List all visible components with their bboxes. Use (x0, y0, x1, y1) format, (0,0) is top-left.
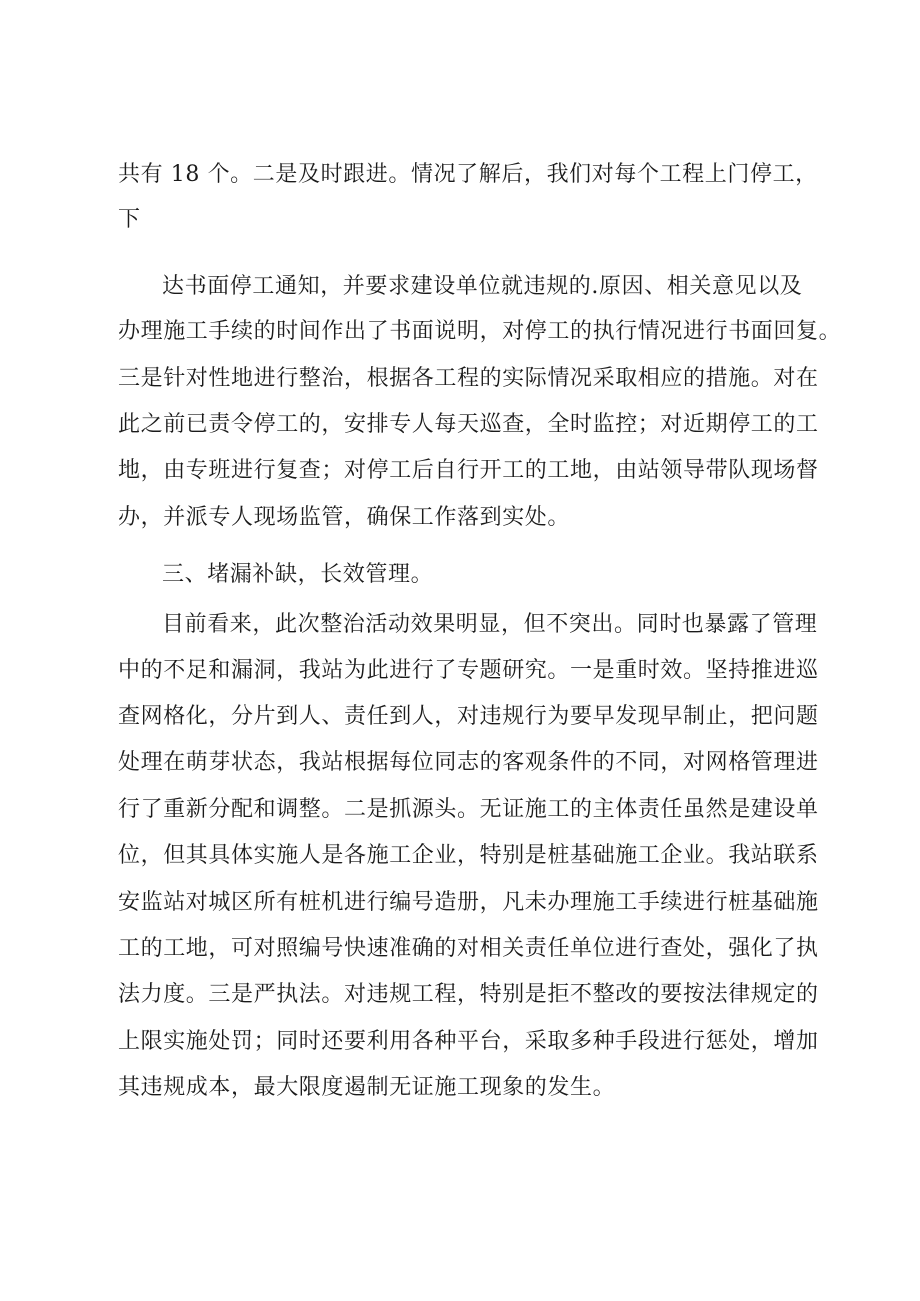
text-line: 此之前已责令停工的，安排专人每天巡查，全时监控；对近期停工的工 (118, 412, 819, 437)
text-line: 共有 18 个。二是及时跟进。情况了解后，我们对每个工程上门停工， (118, 162, 818, 187)
text-line: 下 (118, 207, 141, 232)
text-line: 工的工地，可对照编号快速准确的对相关责任单位进行查处，强化了执 (118, 936, 819, 961)
text-line: 办，并派专人现场监管，确保工作落到实处。 (118, 505, 571, 530)
text-line: 行了重新分配和调整。二是抓源头。无证施工的主体责任虽然是建设单 (118, 797, 819, 822)
text-line: 法力度。三是严执法。对违规工程，特别是拒不整改的要按法律规定的 (118, 982, 819, 1007)
paragraph-start-line: 目前看来，此次整治活动效果明显，但不突出。同时也暴露了管理 (162, 612, 818, 637)
text-line: 处理在萌芽状态，我站根据每位同志的客观条件的不同，对网格管理进 (118, 750, 819, 775)
text-line: 三是针对性地进行整治，根据各工程的实际情况采取相应的措施。对在 (118, 366, 819, 391)
text-line: 中的不足和漏洞，我站为此进行了专题研究。一是重时效。坚持推进巡 (118, 658, 819, 683)
text-line: 查网格化，分片到人、责任到人，对违规行为要早发现早制止，把问题 (118, 704, 819, 729)
paragraph-start-line: 达书面停工通知，并要求建设单位就违规的.原因、相关意见以及 (162, 274, 803, 299)
text-line: 地，由专班进行复查；对停工后自行开工的工地，由站领导带队现场督 (118, 458, 819, 483)
text-line: 办理施工手续的时间作出了书面说明，对停工的执行情况进行书面回复。 (118, 319, 842, 344)
text-line: 位，但其具体实施人是各施工企业，特别是桩基础施工企业。我站联系 (118, 843, 819, 868)
text-line: 上限实施处罚；同时还要利用各种平台，采取多种手段进行惩处，增加 (118, 1029, 819, 1054)
text-line: 其违规成本，最大限度遏制无证施工现象的发生。 (118, 1075, 616, 1100)
section-heading: 三、堵漏补缺，长效管理。 (162, 562, 434, 587)
text-line: 安监站对城区所有桩机进行编号造册，凡未办理施工手续进行桩基础施 (118, 890, 819, 915)
